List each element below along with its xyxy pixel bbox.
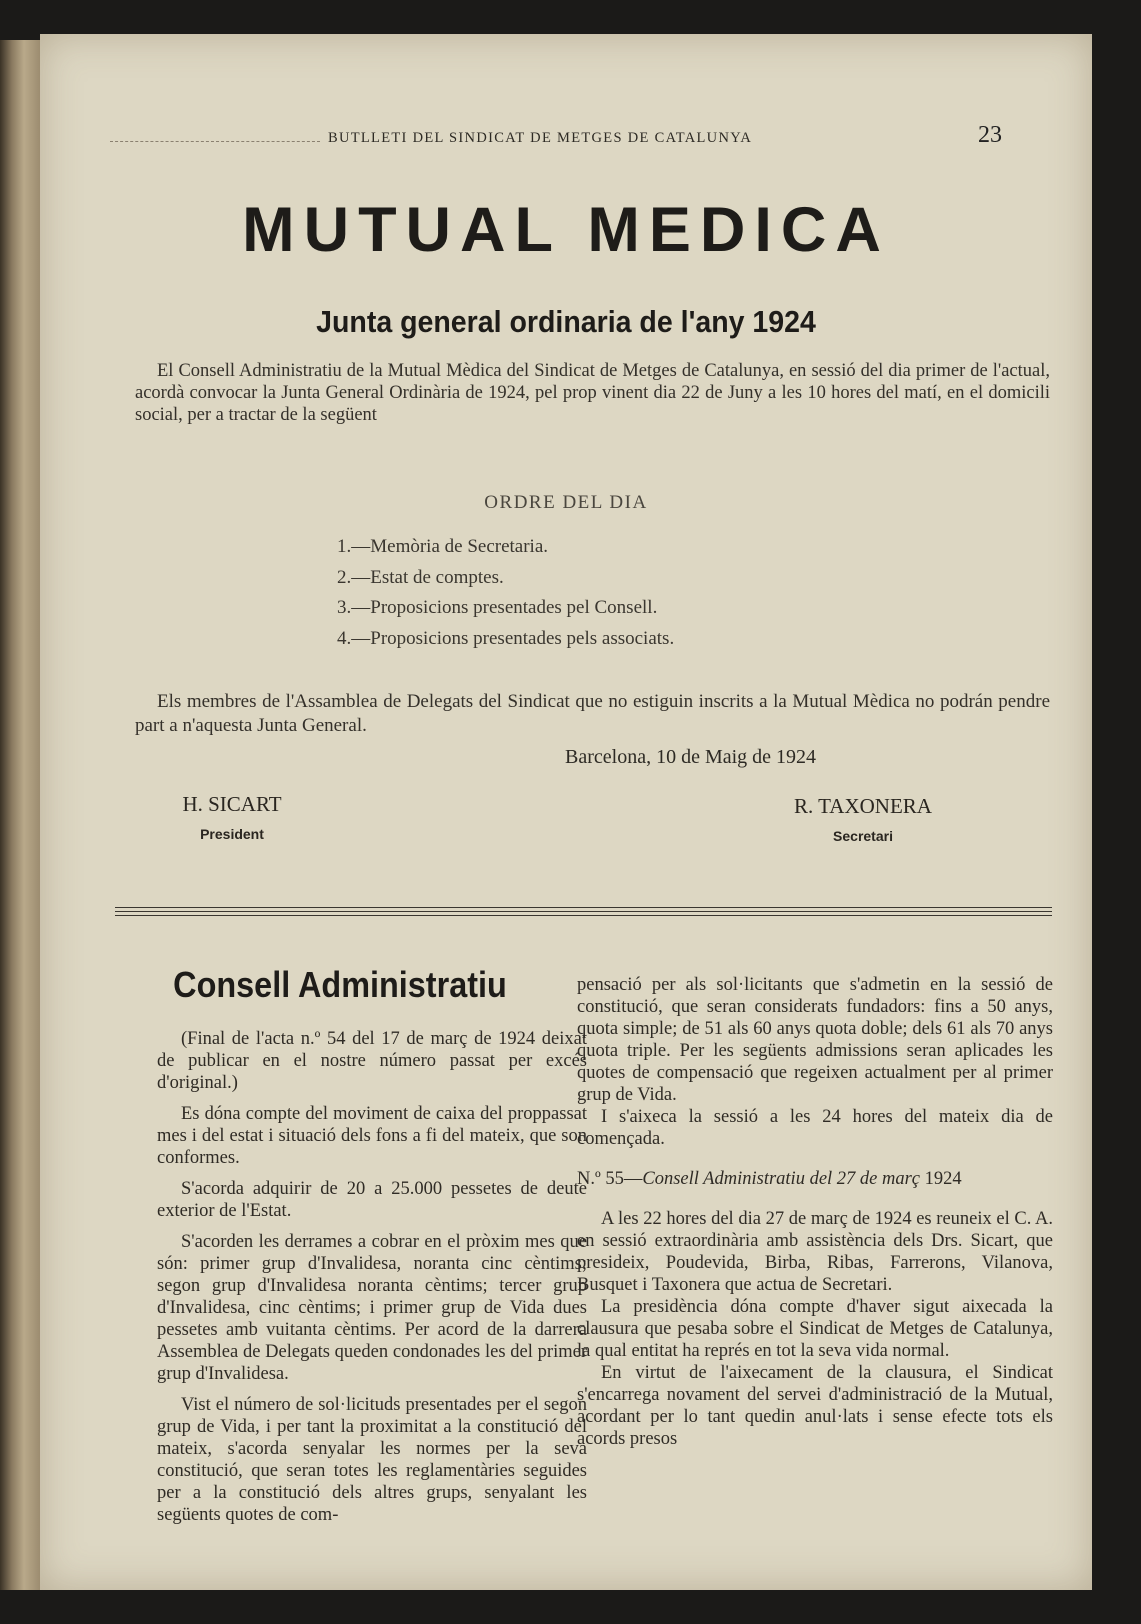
column-paragraph: En virtut de l'aixecament de la clausura, el Sindicat s'encarrega novament del servei d'administració de la Mutual, acordant per lo tant quedin anul·lats i sense efecte tots els acords presos <box>577 1363 1053 1449</box>
minutes-number: N.º 55— <box>577 1169 643 1189</box>
intro-paragraph: El Consell Administratiu de la Mutual Mèdica del Sindicat de Metges de Catalunya, en sessió del dia primer de l'actual, acordà convocar la Junta General Ordinària de 1924, pel prop vinent dia 22 de Juny a les 10 hores del matí, en el domicili social, per a tractar de la següent <box>135 361 1050 425</box>
dateline: Barcelona, 10 de Maig de 1924 <box>565 746 817 768</box>
section-divider <box>115 915 1052 916</box>
signature-president <box>152 792 312 842</box>
column-paragraph: Vist el número de sol·licituds presentades per el segon grup de Vida, i per tant la proximitat a la constitució del mateix, s'acorda senyalar les normes per la seva constitució, que seran totes les reglamentàries seguides per a la constitució dels altres grups, senyalant les següents quotes de com- <box>157 1395 587 1525</box>
page-number: 23 <box>978 122 1002 148</box>
column-paragraph: (Final de l'acta n.º 54 del 17 de març de 1924 deixat de publicar en el nostre número passat per excés d'original.) <box>157 1029 587 1093</box>
signatory-name: H. SICART <box>182 792 282 816</box>
signatory-role: President <box>200 826 264 842</box>
signatory-name: R. TAXONERA <box>794 794 932 818</box>
section-heading: Consell Administratiu <box>173 964 507 1005</box>
column-paragraph: pensació per als sol·licitants que s'admetin en la sessió de constitució, que seran considerats fundadors: fins a 50 anys, quota simple; de 51 als 60 anys quota doble; dels 61 als 70 anys quota triple. Per les següents admissions seran aplicades les quotes de compensació que regeixen actualment per al primer grup de Vida. <box>577 975 1053 1105</box>
minutes-title: Consell Administratiu del 27 de març <box>642 1169 921 1189</box>
agenda-item: 4.—Proposicions presentades pels associats. <box>337 627 675 649</box>
left-column <box>157 1028 587 1526</box>
header-rule <box>110 141 320 142</box>
section-divider <box>115 907 1052 908</box>
signatory-role: Secretari <box>833 828 893 844</box>
section-divider <box>115 911 1052 912</box>
right-column <box>577 974 1053 1450</box>
minutes-heading <box>577 1168 1053 1190</box>
running-title: BUTLLETI DEL SINDICAT DE METGES DE CATALUNYA <box>328 130 753 146</box>
agenda-list <box>337 532 674 654</box>
column-paragraph: S'acorda adquirir de 20 a 25.000 pessetes de deute exterior de l'Estat. <box>157 1179 587 1221</box>
agenda-item: 3.—Proposicions presentades pel Consell. <box>337 597 658 618</box>
document-page <box>40 34 1092 1590</box>
column-paragraph: A les 22 hores del dia 27 de març de 1924 es reuneix el C. A. en sessió extraordinària amb assistència dels Drs. Sicart, que presideix, Poudevida, Birba, Ribas, Farrerons, Vilanova, Busquet i Taxonera que actua de Secretari. <box>577 1209 1053 1295</box>
book-spine <box>0 40 40 1590</box>
notice-paragraph: Els membres de l'Assamblea de Delegats del Sindicat que no estiguin inscrits a la Mutual Mèdica no podrán pendre part a n'aquesta Junta General. <box>135 691 1050 736</box>
agenda-item: 1.—Memòria de Secretaria. <box>337 536 549 557</box>
running-header <box>40 122 1092 154</box>
agenda-title: ORDRE DEL DIA <box>484 492 648 513</box>
minutes-year: 1924 <box>920 1169 962 1189</box>
column-paragraph: Es dóna compte del moviment de caixa del proppassat mes i del estat i situació dels fons a fi del mateix, que son conformes. <box>157 1104 587 1168</box>
column-paragraph: S'acorden les derrames a cobrar en el pròxim mes que són: primer grup d'Invalidesa, noranta cinc cèntims; segon grup d'Invalidesa noranta cèntims; tercer grup d'Invalidesa, cinc cèntims; i primer grup de Vida dues pessetes amb vuitanta cèntims. Per acord de la darrera Assemblea de Delegats queden condonades les del primer grup d'Invalidesa. <box>157 1232 587 1384</box>
signature-secretary <box>783 794 943 844</box>
agenda-item: 2.—Estat de comptes. <box>337 566 504 588</box>
subheading: Junta general ordinaria de l'any 1924 <box>316 304 816 339</box>
column-paragraph: La presidència dóna compte d'haver sigut aixecada la clausura que pesaba sobre el Sindicat de Metges de Catalunya, la qual entitat ha représ en tot la seva vida normal. <box>577 1297 1053 1361</box>
masthead: MUTUAL MEDICA <box>242 195 890 265</box>
column-paragraph: I s'aixeca la sessió a les 24 hores del mateix dia de començada. <box>577 1107 1053 1149</box>
